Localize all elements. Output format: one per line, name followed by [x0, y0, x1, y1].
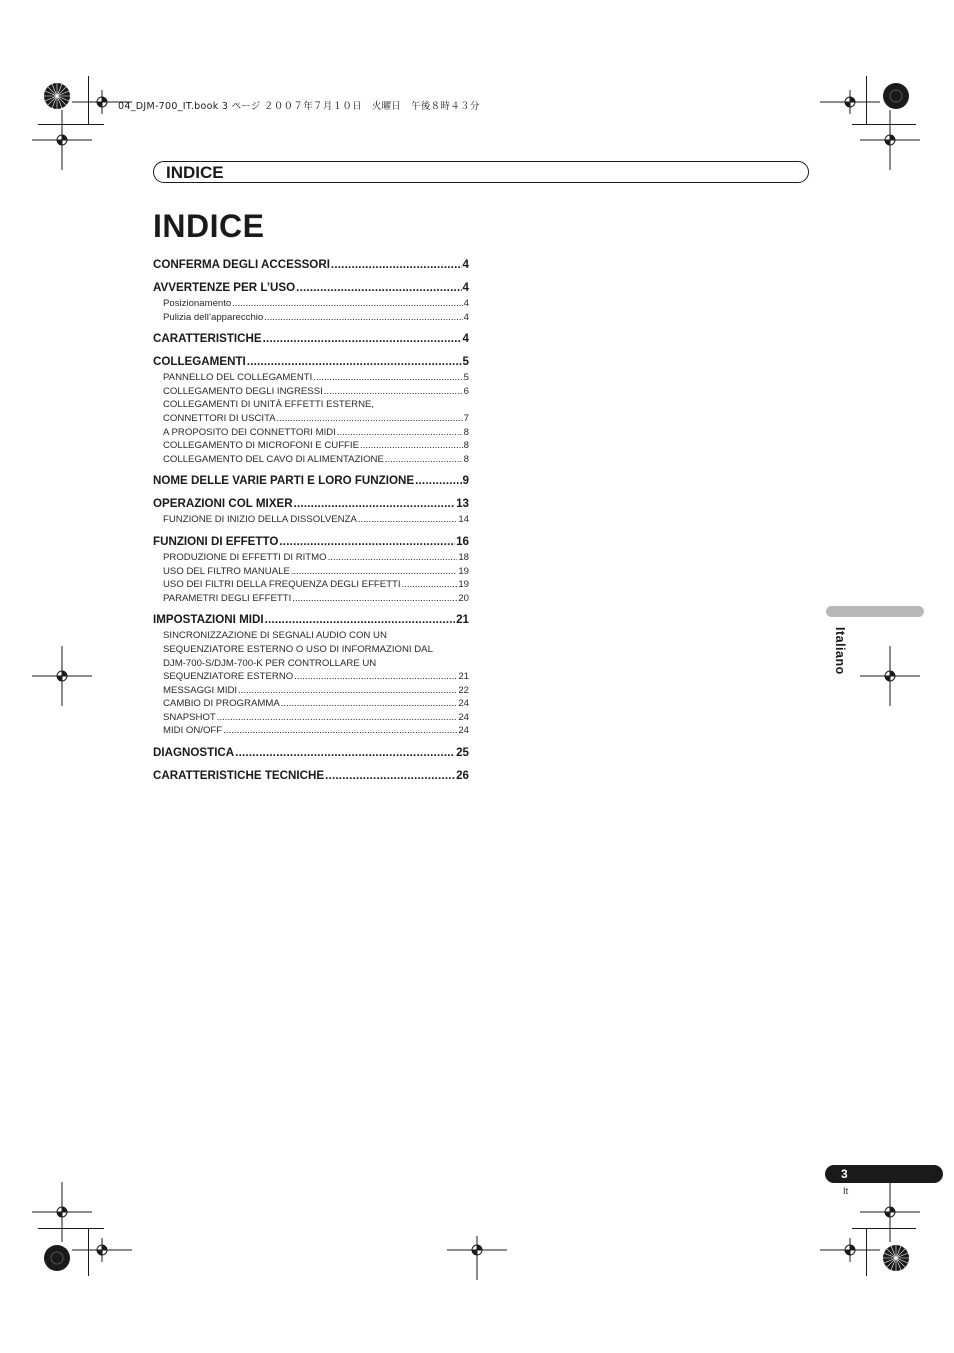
registration-rosette-icon [882, 82, 910, 110]
toc-leader [358, 513, 457, 527]
toc-subentry-label: Pulizia dell’apparecchio [163, 311, 264, 323]
toc-entry-page: 9 [462, 474, 469, 488]
toc-subentry-page: 24 [458, 698, 469, 710]
toc-leader [263, 331, 462, 347]
toc-leader [294, 670, 457, 684]
toc-sublist [153, 371, 469, 466]
toc-subentry-page: 20 [458, 592, 469, 604]
toc-section [153, 473, 469, 489]
toc-entry-page: 26 [456, 769, 469, 783]
page-number-pill [825, 1165, 943, 1183]
toc-entry-label: OPERAZIONI COL MIXER [153, 497, 293, 511]
toc-entry-label: NOME DELLE VARIE PARTI E LORO FUNZIONE [153, 474, 415, 488]
toc-subentry-label: FUNZIONE DI INIZIO DELLA DISSOLVENZA [163, 514, 357, 526]
toc-sublist [153, 297, 469, 324]
registration-rosette-icon [882, 1244, 910, 1272]
toc-entry[interactable] [153, 331, 469, 347]
toc-entry-label: CARATTERISTICHE TECNICHE [153, 769, 325, 783]
toc-entry[interactable] [153, 280, 469, 296]
toc-leader [313, 371, 462, 385]
registration-crosshair-icon [72, 1220, 132, 1280]
toc-sublist [153, 513, 469, 527]
toc-subentry-label: MIDI ON/OFF [163, 725, 223, 737]
toc-subentry-page: 7 [463, 412, 469, 424]
toc-subentry[interactable] [163, 592, 469, 606]
toc-section [153, 331, 469, 347]
toc-subentry[interactable] [163, 565, 469, 579]
toc-entry-page: 25 [456, 746, 469, 760]
registration-crosshair-icon [860, 110, 920, 170]
page-number: 3 [841, 1167, 848, 1181]
toc-entry[interactable] [153, 768, 469, 784]
registration-crosshair-icon [820, 1220, 880, 1280]
toc-leader [223, 724, 457, 738]
toc-leader [328, 551, 458, 565]
toc-subentry-label: PRODUZIONE DI EFFETTI DI RITMO [163, 551, 327, 563]
toc-subentry[interactable] [163, 311, 469, 325]
toc-leader [385, 453, 463, 467]
registration-rosette-icon [43, 1244, 71, 1272]
language-label: Italiano [833, 627, 847, 675]
toc-leader [265, 612, 456, 628]
toc-leader [281, 697, 458, 711]
toc-subentry-page: 4 [463, 311, 469, 323]
toc-entry-label: CARATTERISTICHE [153, 332, 262, 346]
toc-leader [232, 297, 462, 311]
toc-subentry-page: 8 [463, 426, 469, 438]
page-language: It [843, 1186, 849, 1197]
toc-subentry-page: 6 [463, 385, 469, 397]
toc-leader [402, 578, 458, 592]
section-bar-label: INDICE [166, 163, 224, 182]
toc-subentry-line: SINCRONIZZAZIONE DI SEGNALI AUDIO CON UN [163, 630, 387, 642]
toc-subentry-label: COLLEGAMENTO DI MICROFONI E CUFFIE [163, 440, 359, 452]
toc-entry[interactable] [153, 354, 469, 370]
toc-entry[interactable] [153, 612, 469, 628]
registration-crosshair-icon [447, 1220, 507, 1280]
toc-section [153, 745, 469, 761]
toc-leader [292, 592, 457, 606]
toc-sublist [153, 551, 469, 605]
toc-leader [217, 711, 458, 725]
toc-leader [235, 745, 455, 761]
toc-subentry[interactable] [163, 551, 469, 565]
toc-leader [247, 354, 462, 370]
toc-subentry-page: 18 [458, 551, 469, 563]
toc-subentry-label: CONNETTORI DI USCITA [163, 412, 276, 424]
toc-leader [277, 412, 463, 426]
toc-leader [360, 439, 463, 453]
toc-entry[interactable] [153, 534, 469, 550]
toc-entry-page: 13 [456, 497, 469, 511]
toc-entry-page: 4 [462, 332, 469, 346]
toc-subentry-page: 19 [458, 565, 469, 577]
toc-subentry-label: MESSAGGI MIDI [163, 684, 238, 696]
toc-subentry-label: CAMBIO DI PROGRAMMA [163, 698, 280, 710]
toc-entry-label: DIAGNOSTICA [153, 746, 235, 760]
toc-subentry-page: 24 [458, 711, 469, 723]
toc-leader [294, 496, 456, 512]
toc-subentry-label: SEQUENZIATORE ESTERNO [163, 671, 294, 683]
toc-subentry[interactable] [163, 412, 469, 426]
toc-entry-page: 21 [456, 613, 469, 627]
toc-subentry-page: 14 [458, 514, 469, 526]
registration-crosshair-icon [32, 646, 92, 706]
toc-subentry-label: USO DEI FILTRI DELLA FREQUENZA DEGLI EFFETTI [163, 579, 401, 591]
toc-subentry-page: 24 [458, 725, 469, 737]
toc-section [153, 496, 469, 527]
toc-section [153, 257, 469, 273]
registration-crosshair-icon [860, 646, 920, 706]
toc-subentry[interactable] [163, 371, 469, 385]
toc-entry-page: 4 [462, 258, 469, 271]
toc-leader [264, 311, 462, 325]
toc-leader [291, 565, 457, 579]
toc-section [153, 280, 469, 324]
table-of-contents [153, 257, 469, 791]
toc-subentry[interactable] [163, 578, 469, 592]
toc-subentry-label: USO DEL FILTRO MANUALE [163, 565, 290, 577]
toc-subentry[interactable] [163, 670, 469, 684]
toc-entry-label: FUNZIONI DI EFFETTO [153, 534, 279, 548]
toc-entry[interactable] [153, 257, 469, 273]
toc-entry-label: CONFERMA DEGLI ACCESSORI [153, 258, 330, 271]
toc-entry-page: 4 [462, 281, 469, 294]
toc-subentry-page: 22 [458, 684, 469, 696]
toc-entry[interactable] [153, 745, 469, 761]
toc-leader [337, 426, 463, 440]
toc-subentry-label: COLLEGAMENTO DEL CAVO DI ALIMENTAZIONE [163, 453, 384, 465]
toc-subentry-line: SEQUENZIATORE ESTERNO O USO DI INFORMAZIONI DAL [163, 643, 433, 655]
toc-subentry[interactable] [163, 439, 469, 453]
toc-subentry-label: PARAMETRI DEGLI EFFETTI [163, 592, 292, 604]
toc-leader [415, 473, 461, 489]
toc-leader [324, 385, 463, 399]
toc-subentry-label: PANNELLO DEL COLLEGAMENTI [163, 372, 313, 384]
toc-subentry[interactable] [163, 453, 469, 467]
section-bar [153, 161, 809, 183]
toc-entry-label: AVVERTENZE PER L’USO [153, 281, 296, 294]
file-header: 04_DJM-700_IT.book 3 ページ ２００７年７月１０日 火曜日 午後８時４３分 [118, 101, 480, 112]
toc-entry[interactable] [153, 473, 469, 489]
toc-sublist [153, 629, 469, 738]
toc-section [153, 354, 469, 466]
toc-subentry-page: 8 [463, 440, 469, 452]
toc-subentry-page: 21 [458, 671, 469, 683]
toc-entry-label: IMPOSTAZIONI MIDI [153, 613, 264, 627]
toc-subentry-label: A PROPOSITO DEI CONNETTORI MIDI [163, 426, 336, 438]
toc-subentry[interactable] [163, 697, 469, 711]
toc-subentry[interactable] [163, 711, 469, 725]
toc-section [153, 768, 469, 784]
registration-rosette-icon [43, 82, 71, 110]
toc-entry-page: 16 [456, 534, 469, 548]
registration-crosshair-icon [32, 110, 92, 170]
toc-subentry-label: Posizionamento [163, 298, 232, 309]
toc-subentry[interactable] [163, 724, 469, 738]
toc-subentry-label: SNAPSHOT [163, 711, 216, 723]
toc-entry-page: 5 [462, 355, 469, 369]
page-title: INDICE [153, 208, 265, 244]
toc-section [153, 534, 469, 605]
toc-subentry-page: 19 [458, 579, 469, 591]
toc-entry[interactable] [153, 496, 469, 512]
toc-leader [331, 257, 462, 273]
toc-subentry[interactable] [163, 426, 469, 440]
toc-leader [279, 534, 455, 550]
toc-subentry-line: COLLEGAMENTI DI UNITÀ EFFETTI ESTERNE, [163, 399, 375, 411]
toc-subentry-page: 5 [463, 372, 469, 384]
toc-subentry[interactable] [163, 513, 469, 527]
toc-subentry-page: 8 [463, 453, 469, 465]
toc-subentry-label: COLLEGAMENTO DEGLI INGRESSI [163, 385, 323, 397]
toc-leader [238, 684, 457, 698]
toc-subentry[interactable] [163, 297, 469, 311]
toc-section [153, 612, 469, 738]
toc-leader [325, 768, 455, 784]
toc-subentry[interactable] [163, 385, 469, 399]
toc-subentry[interactable] [163, 684, 469, 698]
toc-subentry-line: DJM-700-S/DJM-700-K PER CONTROLLARE UN [163, 657, 377, 669]
language-tab [826, 606, 924, 617]
toc-subentry-page: 4 [463, 298, 469, 309]
toc-entry-label: COLLEGAMENTI [153, 355, 246, 369]
toc-leader [296, 280, 461, 296]
